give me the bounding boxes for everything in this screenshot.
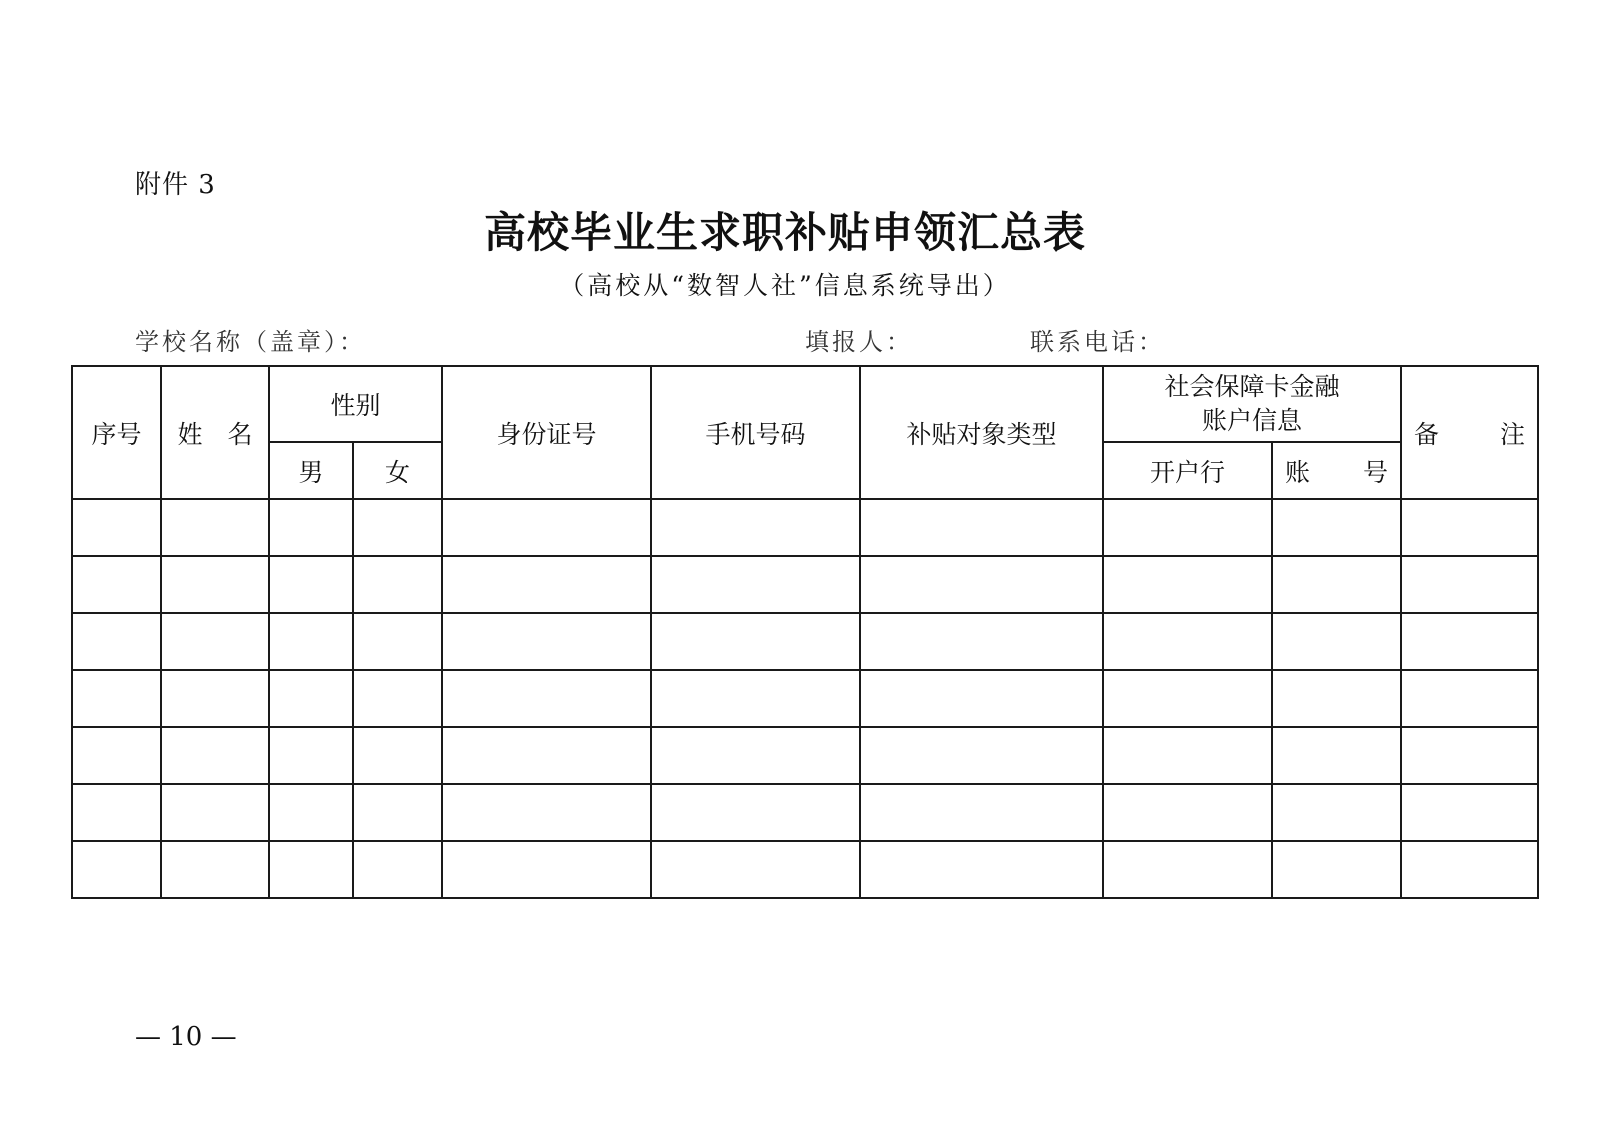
table-cell	[353, 727, 442, 784]
table-cell	[1272, 727, 1401, 784]
table-row	[72, 613, 1538, 670]
table-body	[72, 499, 1538, 898]
table-cell	[860, 499, 1103, 556]
page-number: — 10 —	[135, 1022, 237, 1052]
table-cell	[651, 841, 860, 898]
table-cell	[442, 613, 651, 670]
table-cell	[1401, 784, 1538, 841]
table-cell	[72, 613, 161, 670]
table-cell	[442, 556, 651, 613]
table-row	[72, 556, 1538, 613]
header-remark-b: 注	[1500, 419, 1526, 449]
table-cell	[1401, 670, 1538, 727]
table-cell	[161, 499, 269, 556]
table-cell	[1401, 841, 1538, 898]
header-account-b: 号	[1363, 457, 1389, 487]
header-account	[1272, 442, 1401, 499]
table-cell	[269, 727, 353, 784]
table-cell	[1272, 613, 1401, 670]
table-cell	[72, 784, 161, 841]
header-male: 男	[269, 442, 353, 499]
table-cell	[860, 613, 1103, 670]
table-cell	[269, 670, 353, 727]
document-title: 高校毕业生求职补贴申领汇总表	[483, 208, 1086, 257]
table-cell	[442, 727, 651, 784]
table-cell	[353, 499, 442, 556]
table-cell	[442, 784, 651, 841]
document-subtitle: （高校从“数智人社”信息系统导出）	[559, 271, 1011, 300]
table-cell	[72, 556, 161, 613]
table-cell	[353, 784, 442, 841]
attachment-label: 附件 3	[135, 170, 216, 200]
table-cell	[72, 841, 161, 898]
table-cell	[161, 727, 269, 784]
table-cell	[1272, 784, 1401, 841]
table-cell	[353, 670, 442, 727]
table-cell	[161, 841, 269, 898]
table-cell	[860, 841, 1103, 898]
table-cell	[442, 841, 651, 898]
table-cell	[1103, 841, 1272, 898]
table-cell	[161, 670, 269, 727]
table-cell	[651, 556, 860, 613]
table-cell	[269, 499, 353, 556]
table-row	[72, 499, 1538, 556]
header-social-card-line1: 社会保障卡金融	[1164, 372, 1340, 401]
table-cell	[1103, 670, 1272, 727]
header-seq: 序号	[72, 366, 161, 499]
table-cell	[72, 670, 161, 727]
table-cell	[1272, 556, 1401, 613]
header-bank: 开户行	[1103, 442, 1272, 499]
header-id-number: 身份证号	[442, 366, 651, 499]
header-social-card	[1103, 366, 1401, 442]
table-cell	[72, 499, 161, 556]
table-cell	[442, 499, 651, 556]
table-cell	[1272, 670, 1401, 727]
summary-table	[71, 365, 1539, 899]
header-remark	[1401, 366, 1538, 499]
table-cell	[161, 556, 269, 613]
header-social-card-line2: 账户信息	[1202, 406, 1303, 435]
table-cell	[1103, 727, 1272, 784]
table-cell	[860, 784, 1103, 841]
table-cell	[860, 727, 1103, 784]
header-gender: 性别	[269, 366, 442, 442]
table-cell	[1103, 556, 1272, 613]
table-cell	[269, 841, 353, 898]
table-cell	[269, 613, 353, 670]
table-cell	[1272, 841, 1401, 898]
table-cell	[651, 499, 860, 556]
table-row	[72, 784, 1538, 841]
table-header	[72, 366, 1538, 499]
table-cell	[161, 613, 269, 670]
table-cell	[651, 670, 860, 727]
filler-label: 填报人：	[805, 328, 913, 356]
phone-label: 联系电话：	[1030, 328, 1165, 356]
header-subsidy-type: 补贴对象类型	[860, 366, 1103, 499]
table-cell	[860, 670, 1103, 727]
table-cell	[161, 784, 269, 841]
table-cell	[1103, 784, 1272, 841]
table-cell	[269, 784, 353, 841]
table-cell	[1103, 613, 1272, 670]
table-cell	[860, 556, 1103, 613]
table-cell	[651, 727, 860, 784]
table-cell	[353, 613, 442, 670]
table-row	[72, 670, 1538, 727]
table-cell	[353, 841, 442, 898]
table-row	[72, 727, 1538, 784]
header-mobile: 手机号码	[651, 366, 860, 499]
header-female: 女	[353, 442, 442, 499]
table-cell	[651, 613, 860, 670]
table-cell	[651, 784, 860, 841]
table-cell	[269, 556, 353, 613]
table-cell	[1401, 727, 1538, 784]
table-cell	[442, 670, 651, 727]
table-cell	[1103, 499, 1272, 556]
header-name: 姓 名	[161, 366, 269, 499]
school-name-label: 学校名称（盖章）：	[135, 328, 366, 356]
table-cell	[1401, 556, 1538, 613]
table-cell	[353, 556, 442, 613]
header-remark-a: 备	[1414, 419, 1440, 449]
table-cell	[1401, 499, 1538, 556]
table-cell	[72, 727, 161, 784]
header-account-a: 账	[1285, 457, 1311, 487]
table-row	[72, 841, 1538, 898]
table-cell	[1272, 499, 1401, 556]
table-cell	[1401, 613, 1538, 670]
